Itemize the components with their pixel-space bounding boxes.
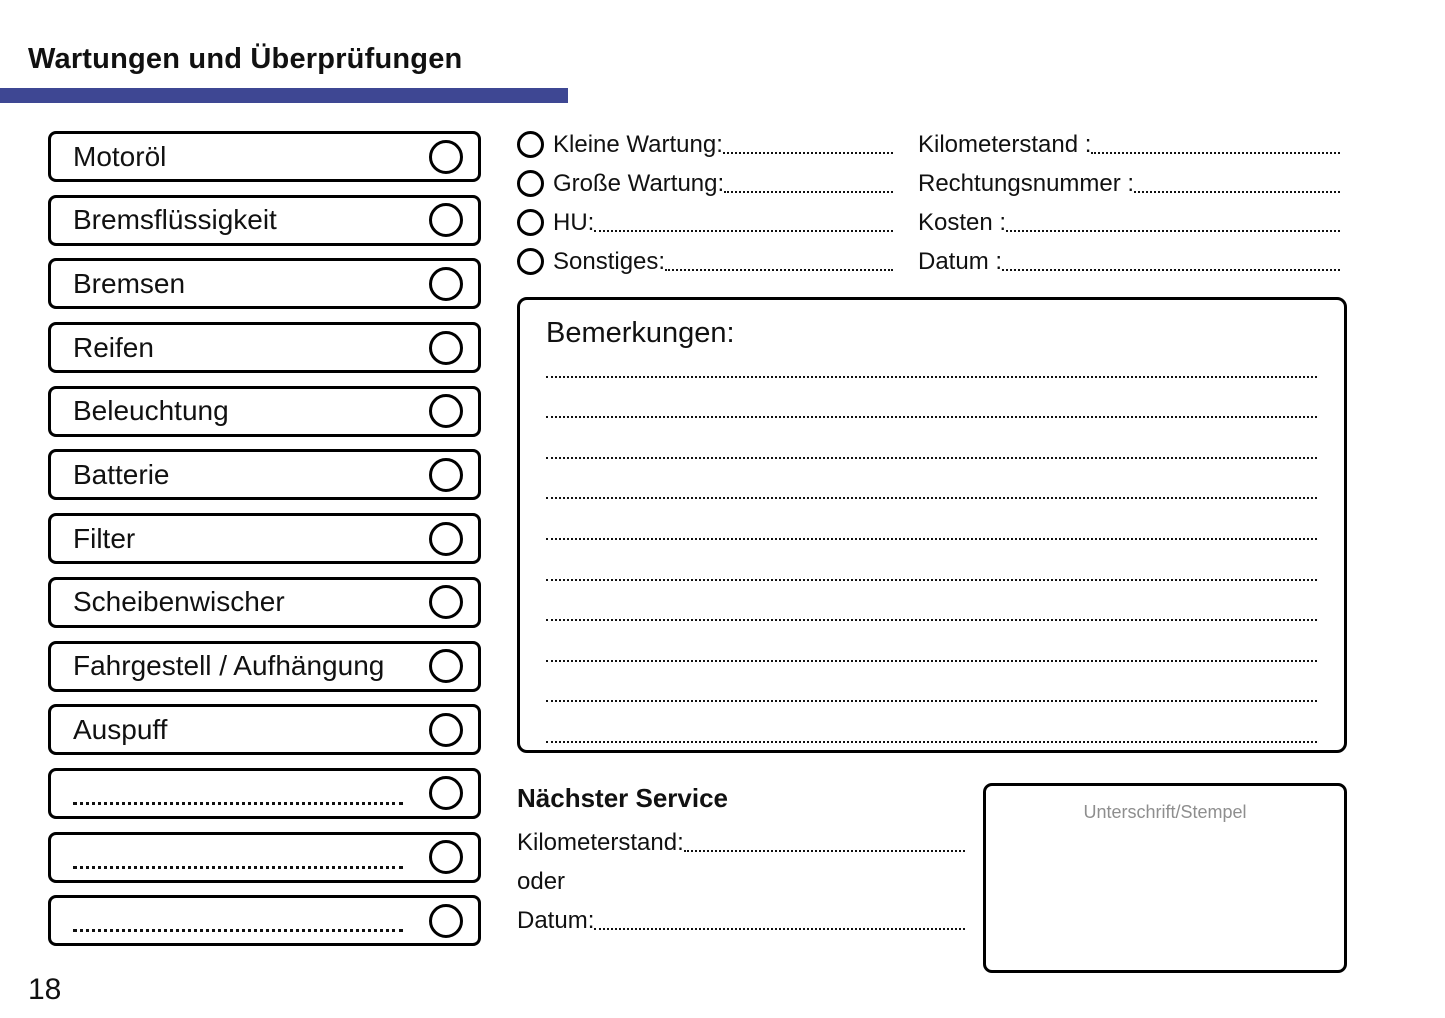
remark-line[interactable] xyxy=(546,540,1317,581)
next-service-oder-label-row xyxy=(517,862,965,901)
next-service-section xyxy=(517,783,965,940)
checklist-item-label: Auspuff xyxy=(73,713,168,745)
field-label: Kilometerstand: xyxy=(517,828,684,856)
page-title: Wartungen und Überprüfungen xyxy=(28,43,463,75)
remark-line[interactable] xyxy=(546,378,1317,419)
check-circle-icon[interactable] xyxy=(429,585,463,619)
datum-field xyxy=(918,242,1340,281)
checklist-item-auspuff xyxy=(48,704,481,755)
kleine-wartung-fill-line[interactable] xyxy=(723,135,893,154)
grosse-wartung-fill-line[interactable] xyxy=(724,174,893,193)
field-label: Kilometerstand : xyxy=(918,130,1092,158)
checklist-item-bremsfluessigkeit xyxy=(48,195,481,246)
radio-circle-icon[interactable] xyxy=(517,248,544,275)
remarks-write-area xyxy=(546,337,1317,743)
checklist-item-blank-3 xyxy=(48,895,481,946)
remark-line[interactable] xyxy=(546,702,1317,743)
field-label: Rechtungsnummer : xyxy=(918,169,1135,197)
check-circle-icon[interactable] xyxy=(429,776,463,810)
check-circle-icon[interactable] xyxy=(429,840,463,874)
check-circle-icon[interactable] xyxy=(429,458,463,492)
service-details xyxy=(918,125,1340,281)
field-label: Datum: xyxy=(517,906,595,934)
radio-circle-icon[interactable] xyxy=(517,209,544,236)
kilometerstand-field xyxy=(918,125,1340,164)
check-circle-icon[interactable] xyxy=(429,649,463,683)
checklist-item-label: Scheibenwischer xyxy=(73,586,285,618)
radio-circle-icon[interactable] xyxy=(517,131,544,158)
service-option-label: Kleine Wartung: xyxy=(553,130,723,158)
kosten-field xyxy=(918,203,1340,242)
remark-line[interactable] xyxy=(546,459,1317,500)
checklist-item-label: Bremsen xyxy=(73,267,186,299)
checklist-item-label: Filter xyxy=(73,522,136,554)
checklist-item-label: Bremsflüssigkeit xyxy=(73,204,277,236)
hu-fill-line[interactable] xyxy=(594,213,893,232)
service-option-sonstiges xyxy=(517,242,893,281)
checklist-item-label: Motoröl xyxy=(73,140,167,172)
service-option-label: Sonstiges: xyxy=(553,247,666,275)
check-circle-icon[interactable] xyxy=(429,203,463,237)
oder-label: oder xyxy=(517,867,566,895)
next-service-title: Nächster Service xyxy=(517,783,729,813)
checklist-item-label: Beleuchtung xyxy=(73,395,229,427)
check-circle-icon[interactable] xyxy=(429,713,463,747)
checklist-item-batterie xyxy=(48,449,481,500)
kilometerstand-fill-line[interactable] xyxy=(1091,135,1340,154)
datum-fill-line[interactable] xyxy=(1002,252,1340,271)
checklist-item-fahrgestell-aufhaengung xyxy=(48,641,481,692)
service-option-label: HU: xyxy=(553,208,595,236)
blank-item-fill-line[interactable] xyxy=(73,802,403,805)
service-type-options xyxy=(517,125,893,281)
next-service-datum-field xyxy=(517,901,965,940)
checklist-item-bremsen xyxy=(48,258,481,309)
remark-line[interactable] xyxy=(546,418,1317,459)
remark-line[interactable] xyxy=(546,621,1317,662)
remark-line[interactable] xyxy=(546,662,1317,703)
next-service-datum-fill-line[interactable] xyxy=(594,911,965,930)
next-service-kilometerstand-field xyxy=(517,823,965,862)
checklist-item-filter xyxy=(48,513,481,564)
radio-circle-icon[interactable] xyxy=(517,170,544,197)
rechtungsnummer-fill-line[interactable] xyxy=(1134,174,1340,193)
remark-line[interactable] xyxy=(546,581,1317,622)
service-option-grosse-wartung xyxy=(517,164,893,203)
checklist-item-blank-2 xyxy=(48,832,481,883)
blank-item-fill-line[interactable] xyxy=(73,929,403,932)
checklist-item-reifen xyxy=(48,322,481,373)
signature-box[interactable] xyxy=(983,783,1347,973)
service-option-kleine-wartung xyxy=(517,125,893,164)
remark-line[interactable] xyxy=(546,499,1317,540)
checklist-item-beleuchtung xyxy=(48,386,481,437)
next-service-kilometerstand-fill-line[interactable] xyxy=(684,833,965,852)
field-label: Datum : xyxy=(918,247,1003,275)
title-accent-bar xyxy=(0,88,568,103)
kosten-fill-line[interactable] xyxy=(1006,213,1340,232)
checklist-item-motoroel xyxy=(48,131,481,182)
checklist-item-blank-1 xyxy=(48,768,481,819)
blank-item-fill-line[interactable] xyxy=(73,866,403,869)
check-circle-icon[interactable] xyxy=(429,267,463,301)
remarks-box xyxy=(517,297,1347,753)
field-label: Kosten : xyxy=(918,208,1007,236)
checklist-item-label: Fahrgestell / Aufhängung xyxy=(73,650,385,681)
checklist-item-label: Reifen xyxy=(73,331,154,363)
check-circle-icon[interactable] xyxy=(429,522,463,556)
sonstiges-fill-line[interactable] xyxy=(665,252,893,271)
page-number: 18 xyxy=(28,973,62,1006)
service-option-label: Große Wartung: xyxy=(553,169,725,197)
check-circle-icon[interactable] xyxy=(429,140,463,174)
check-circle-icon[interactable] xyxy=(429,331,463,365)
check-circle-icon[interactable] xyxy=(429,904,463,938)
service-option-hu xyxy=(517,203,893,242)
remarks-title: Bemerkungen: xyxy=(546,317,735,349)
checklist xyxy=(48,131,481,946)
checklist-item-scheibenwischer xyxy=(48,577,481,628)
rechtungsnummer-field xyxy=(918,164,1340,203)
check-circle-icon[interactable] xyxy=(429,394,463,428)
checklist-item-label: Batterie xyxy=(73,458,170,490)
remark-line[interactable] xyxy=(546,337,1317,378)
signature-label: Unterschrift/Stempel xyxy=(1083,802,1247,822)
